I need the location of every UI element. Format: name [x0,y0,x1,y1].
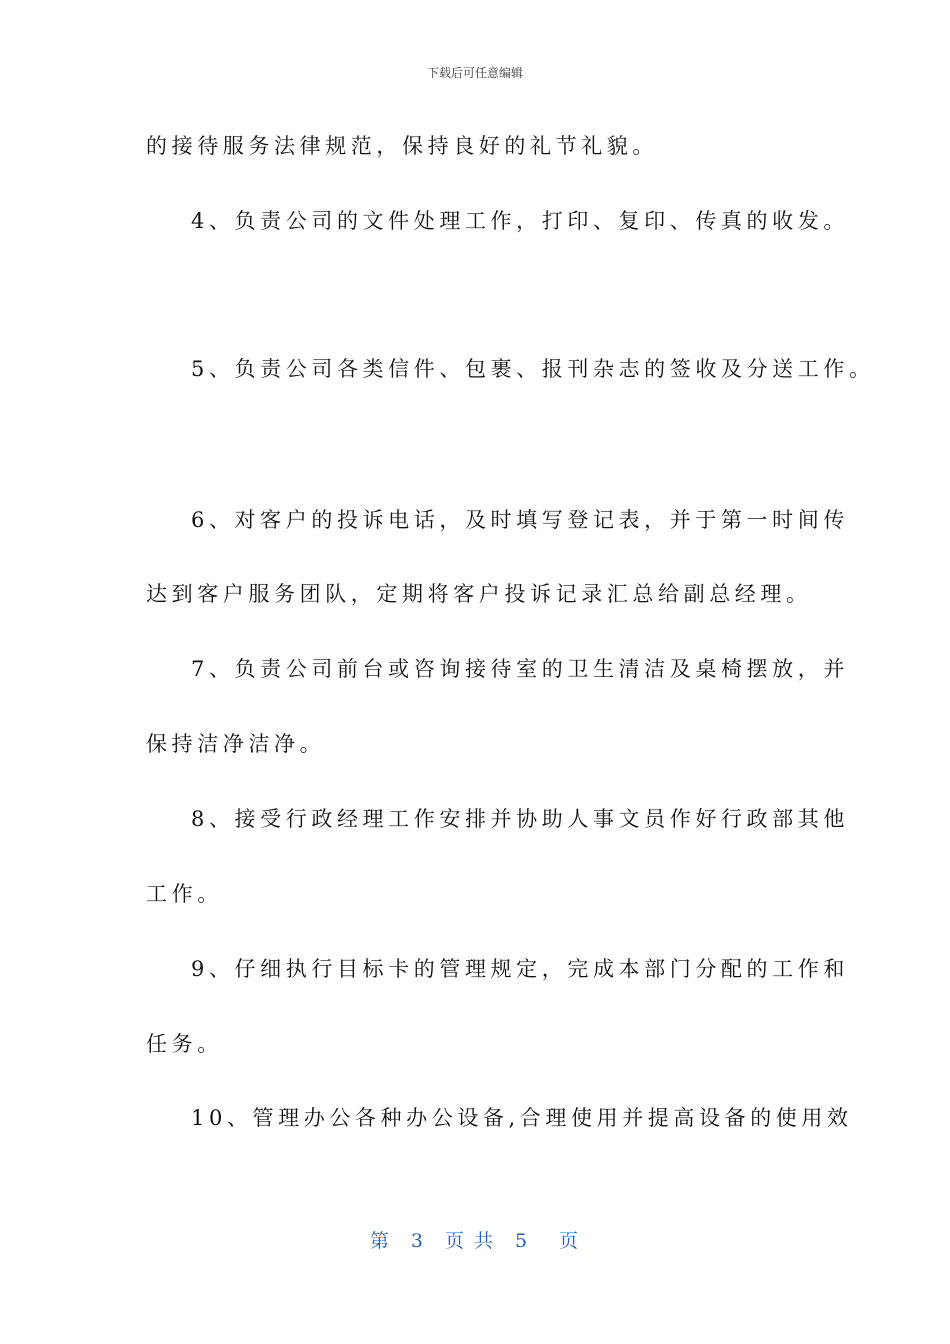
footer-current-page: 3 [410,1230,425,1252]
body-line: 5、负责公司各类信件、包裹、报刊杂志的签收及分送工作。 [191,357,875,381]
body-line: 达到客户服务团队，定期将客户投诉记录汇总给副总经理。 [146,582,812,606]
body-line: 7、负责公司前台或咨询接待室的卫生清洁及桌椅摆放，并 [191,657,849,681]
footer-ye-gong: 页 共 [444,1230,496,1252]
body-line: 10、管理办公各种办公设备,合理使用并提高设备的使用效 [191,1106,853,1130]
body-line: 工作。 [146,882,223,906]
body-line: 4、负责公司的文件处理工作，打印、复印、传真的收发。 [191,209,849,233]
footer-di: 第 [369,1230,391,1252]
page-footer [0,1226,950,1253]
footer-total-pages: 5 [515,1230,530,1252]
body-line: 6、对客户的投诉电话，及时填写登记表，并于第一时间传 [191,508,849,532]
body-line: 的接待服务法律规范，保持良好的礼节礼貌。 [146,134,658,158]
body-line: 8、接受行政经理工作安排并协助人事文员作好行政部其他 [191,807,849,831]
body-line: 9、仔细执行目标卡的管理规定，完成本部门分配的工作和 [191,957,849,981]
body-line: 任务。 [146,1032,223,1056]
footer-ye: 页 [559,1230,581,1252]
page-header: 下载后可任意编辑 [426,66,523,80]
body-line: 保持洁净洁净。 [146,732,326,756]
